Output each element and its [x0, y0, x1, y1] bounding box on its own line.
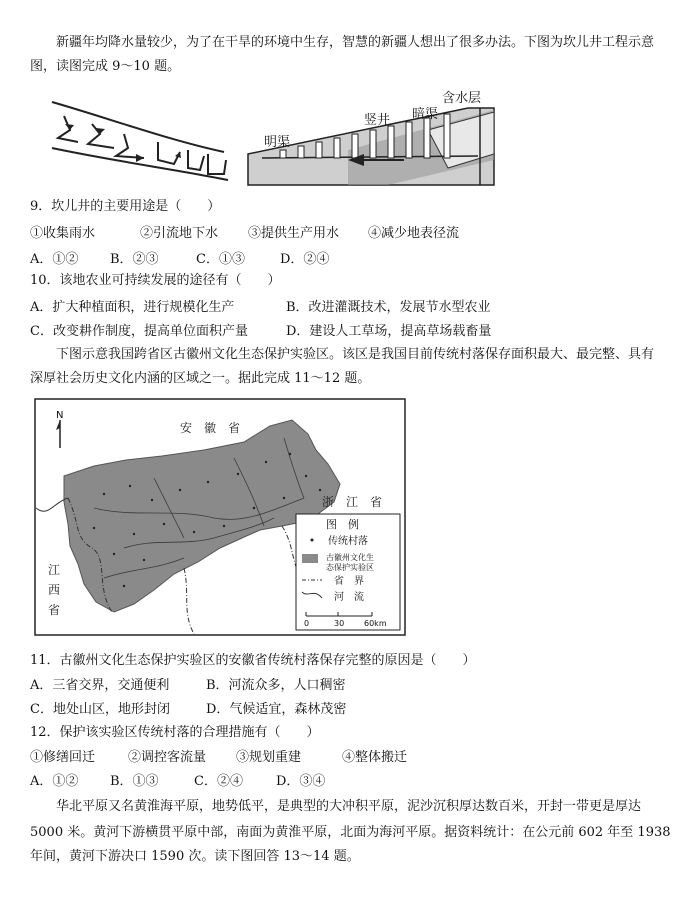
intro-paragraph-line: 图，读图完成 9～10 题。	[30, 59, 181, 74]
q9-option-c: C．①③	[196, 252, 245, 267]
q12-item: ④整体搬迁	[342, 750, 408, 765]
q9-item: ①收集雨水	[30, 226, 96, 241]
label-jiangxi-2: 西	[48, 583, 61, 597]
intro-paragraph-line: 新疆年均降水量较少，为了在干旱的环境中生存，智慧的新疆人想出了很多办法。下图为坎儿井工程示意	[56, 35, 655, 50]
q12-option-d: D．③④	[276, 774, 326, 789]
legend-title: 图 例	[326, 518, 359, 531]
q12-item: ③规划重建	[236, 750, 302, 765]
q10-option-c: C．改变耕作制度，提高单位面积产量	[30, 324, 248, 339]
karez-flow-schematic	[52, 102, 228, 180]
scale-60: 60km	[364, 619, 387, 628]
q11-option-b: B．河流众多，人口稠密	[206, 678, 346, 693]
intro-paragraph-line: 下图示意我国跨省区古徽州文化生态保护实验区。该区是我国目前传统村落保存面积最大、最完整、具有	[56, 347, 655, 362]
label-mingqu: 明渠	[264, 135, 291, 150]
q9-option-b: B．②③	[110, 252, 159, 267]
karez-diagram	[48, 90, 508, 195]
q9-item: ④减少地表径流	[368, 226, 460, 241]
legend-village: 传统村落	[328, 536, 368, 547]
q12-option-c: C．②④	[194, 774, 243, 789]
legend-zone-2: 态保护实验区	[326, 563, 374, 572]
q11-option-d: D．气候适宜，森林茂密	[206, 702, 347, 717]
intro-paragraph-line: 5000 米。黄河下游横贯平原中部，南面为黄淮平原，北面为海河平原。据资料统计：在公元前 602 年至 1938	[30, 825, 671, 840]
q10-option-b: B．改进灌溉技术，发展节水型农业	[286, 300, 491, 315]
scale-0: 0	[304, 619, 310, 628]
question-9-stem: 9．坎儿井的主要用途是（ ）	[30, 199, 221, 214]
label-shujing: 竖井	[364, 113, 391, 128]
q10-option-d: D．建设人工草场，提高草场载畜量	[286, 324, 492, 339]
q9-item: ③提供生产用水	[248, 226, 340, 241]
q12-option-a: A．①②	[30, 774, 79, 789]
q11-option-a: A．三省交界，交通便利	[30, 678, 170, 693]
intro-paragraph-line: 年间，黄河下游决口 1590 次。读下图回答 13～14 题。	[30, 849, 360, 864]
scale-30: 30	[334, 619, 345, 628]
legend-border: 省 界	[334, 576, 364, 587]
q10-option-a: A．扩大种植面积，进行规模化生产	[30, 300, 235, 315]
question-12-stem: 12．保护该实验区传统村落的合理措施有（ ）	[30, 725, 320, 740]
q9-item: ②引流地下水	[140, 226, 219, 241]
q12-option-b: B．①③	[110, 774, 159, 789]
legend-zone-1: 古徽州文化生	[326, 553, 374, 562]
q9-option-a: A．①②	[30, 252, 79, 267]
question-11-stem: 11．古徽州文化生态保护实验区的安徽省传统村落保存完整的原因是（ ）	[30, 653, 476, 668]
label-anqu: 暗渠	[412, 107, 439, 122]
label-anhui: 安 徽 省	[180, 421, 241, 435]
label-zhejiang: 浙 江 省	[322, 495, 383, 509]
intro-paragraph-line: 深厚社会历史文化内涵的区域之一。据此完成 11～12 题。	[30, 371, 371, 386]
q12-item: ②调控客流量	[128, 750, 207, 765]
label-jiangxi-1: 江	[48, 563, 61, 577]
q9-option-d: D．②④	[280, 252, 330, 267]
label-hanshuiceng: 含水层	[442, 91, 482, 106]
q11-option-c: C．地处山区，地形封闭	[30, 702, 170, 717]
intro-paragraph-line: 华北平原又名黄淮海平原，地势低平，是典型的大冲积平原，泥沙沉积厚达数百米，开封一带更是厚达	[56, 799, 642, 814]
q12-item: ①修缮回迁	[30, 750, 96, 765]
legend-river: 河 流	[334, 592, 364, 603]
map-legend	[296, 514, 400, 630]
label-jiangxi-3: 省	[48, 603, 61, 617]
north-label: N	[56, 410, 64, 421]
huizhou-map	[34, 398, 406, 636]
question-10-stem: 10．该地农业可持续发展的途径有（ ）	[30, 273, 281, 288]
